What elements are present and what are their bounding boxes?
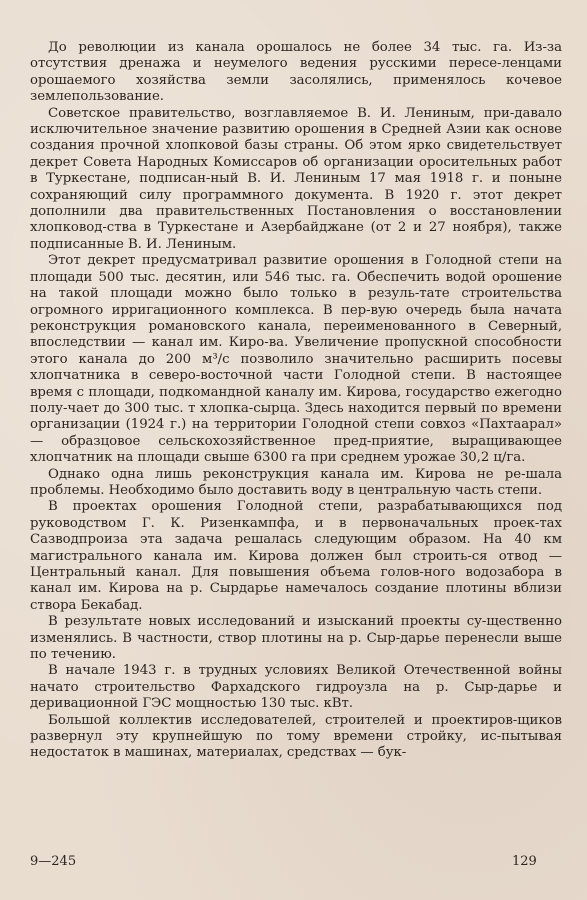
paragraph-8: Большой коллектив исследователей, строителей и проектиров-щиков развернул эту крупнейшую по тому времени стройку, ис-пытывая недостаток в машинах, материалах, средствах — бук- bbox=[30, 712, 562, 761]
body-text bbox=[30, 40, 562, 762]
paragraph-5: В проектах орошения Голодной степи, разрабатывающихся под руководством Г. К. Ризенкампфа, и в первоначальных проек-тах Сазводпроиза эта задача решалась следующим образом. На 40 км магистрального канала им. Кирова должен был строить-ся отвод — Центральный канал. Для повышения объема голов-ного водозабора в канал им. Кирова на р. Сырдарье намечалось создание плотины вблизи створа Бекабад. bbox=[30, 499, 562, 613]
paragraph-1: До революции из канала орошалось не более 34 тыс. га. Из-за отсутствия дренажа и неумелого ведения русскими пересе-ленцами орошаемого хозяйства земли засолялись, применялось кочевое землепользование. bbox=[30, 40, 562, 105]
printer-signature: 9—245 bbox=[30, 854, 77, 869]
paragraph-6: В результате новых исследований и изысканий проекты су-щественно изменялись. В частности, створ плотины на р. Сыр-дарье перенесли выше по течению. bbox=[30, 614, 562, 663]
paragraph-2: Советское правительство, возглавляемое В. И. Лениным, при-давало исключительное значение развитию орошения в Средней Азии как основе создания прочной хлопковой базы страны. Об этом ярко свидетельствует декрет Совета Народных Комиссаров об организации оросительных работ в Туркестане, подписан-ный В. И. Лениным 17 мая 1918 г. и поныне сохраняющий силу программного документа. В 1920 г. этот декрет дополнили два правительственных Постановления о восстановлении хлопковод-ства в Туркестане и Азербайджане (от 2 и 27 ноября), также подписанные В. И. Лениным. bbox=[30, 105, 562, 252]
paragraph-7: В начале 1943 г. в трудных условиях Великой Отечественной войны начато строительство Фархадского гидроузла на р. Сыр-дарье и деривационной ГЭС мощностью 130 тыс. кВт. bbox=[30, 663, 562, 712]
paragraph-4: Однако одна лишь реконструкция канала им. Кирова не ре-шала проблемы. Необходимо было доставить воду в центральную часть степи. bbox=[30, 466, 562, 498]
page-number: 129 bbox=[512, 854, 537, 869]
paragraph-3: Этот декрет предусматривал развитие орошения в Голодной степи на площади 500 тыс. десятин, или 546 тыс. га. Обеспечить водой орошение на такой площади можно было только в резуль-тате строительства огромного ирригационного комплекса. В пер-вую очередь была начата реконструкция романовского канала, переименованного в Северный, впоследствии — канал им. Киро-ва. Увеличение пропускной способности этого канала до 200 м³/с позволило значительно расширить посевы хлопчатника в северо-восточной части Голодной степи. В настоящее время с площади, подкомандной каналу им. Кирова, государство ежегодно полу-чает до 300 тыс. т хлопка-сырца. Здесь находится первый по времени организации (1924 г.) на территории Голодной степи совхоз «Пахтаарал» — образцовое сельскохозяйственное пред-приятие, выращивающее хлопчатник на площади свыше 6300 га при среднем урожае 30,2 ц/га. bbox=[30, 253, 562, 466]
